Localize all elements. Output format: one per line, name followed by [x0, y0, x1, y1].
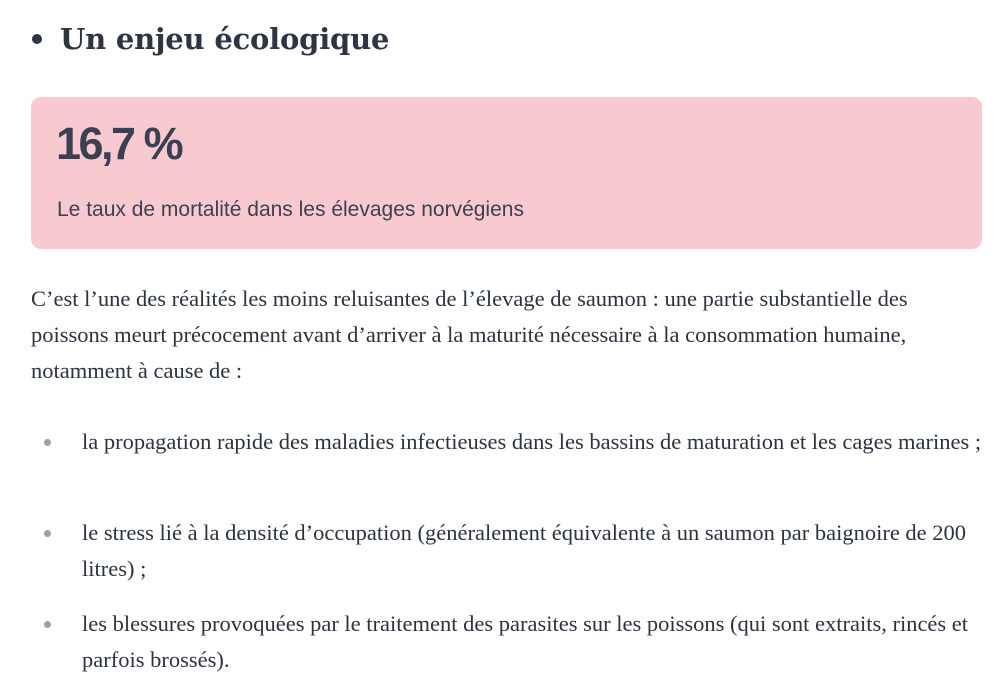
- stat-callout: [31, 97, 982, 249]
- section-heading-text: Un enjeu écologique: [60, 22, 390, 56]
- list-item-text: le stress lié à la densité d’occupation (généralement équivalente à un saumon par baignoire de 200 litres) ;: [82, 520, 967, 581]
- list-item-text: les blessures provoquées par le traitement des parasites sur les poissons (qui sont extraits, rincés et parfois brossés).: [82, 611, 969, 672]
- body-paragraph: C’est l’une des réalités les moins reluisantes de l’élevage de saumon : une partie substantielle des poissons meurt précocement avant d’arriver à la maturité nécessaire à la consommation humaine, notamment à cause de :: [31, 286, 908, 383]
- bullet-icon: [44, 439, 51, 446]
- list-item: [82, 515, 982, 587]
- section-heading: [32, 22, 389, 56]
- stat-caption: Le taux de mortalité dans les élevages norvégiens: [57, 198, 524, 221]
- stat-value: 16,7 %: [56, 118, 182, 169]
- heading-bullet-icon: [32, 34, 42, 44]
- list-item: [82, 606, 982, 678]
- list-item: [82, 424, 982, 460]
- bullet-icon: [44, 621, 51, 628]
- list-item-text: la propagation rapide des maladies infectieuses dans les bassins de maturation et les cages marines ;: [82, 429, 982, 454]
- bullet-icon: [44, 530, 51, 537]
